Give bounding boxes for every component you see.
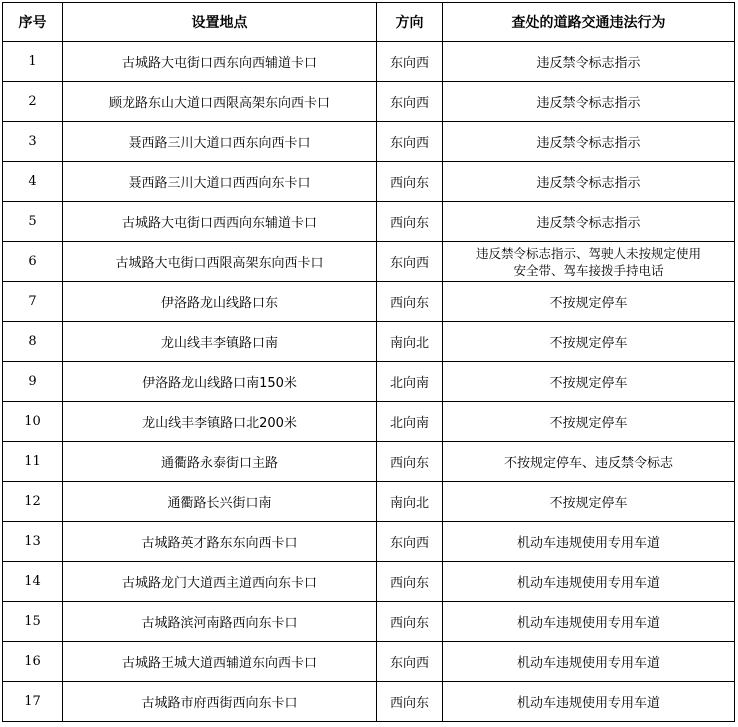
cell-num: 10 [3, 402, 63, 442]
cell-violation: 不按规定停车 [443, 322, 735, 362]
cell-location: 通衢路永泰街口主路 [63, 442, 377, 482]
cell-location: 龙山线丰李镇路口南 [63, 322, 377, 362]
cell-violation: 机动车违规使用专用车道 [443, 562, 735, 602]
cell-direction: 南向北 [377, 482, 443, 522]
cell-direction: 东向西 [377, 242, 443, 282]
cell-location: 伊洛路龙山线路口南150米 [63, 362, 377, 402]
table-row [3, 282, 735, 322]
cell-num: 1 [3, 42, 63, 82]
table-row [3, 602, 735, 642]
cell-violation: 机动车违规使用专用车道 [443, 682, 735, 722]
cell-num: 3 [3, 122, 63, 162]
table-row [3, 682, 735, 722]
cell-direction: 西向东 [377, 682, 443, 722]
cell-num: 17 [3, 682, 63, 722]
cell-num: 14 [3, 562, 63, 602]
table-row [3, 402, 735, 442]
cell-location: 顾龙路东山大道口西限高架东向西卡口 [63, 82, 377, 122]
cell-direction: 东向西 [377, 82, 443, 122]
cell-num: 12 [3, 482, 63, 522]
table-row [3, 442, 735, 482]
cell-num: 7 [3, 282, 63, 322]
cell-violation: 机动车违规使用专用车道 [443, 642, 735, 682]
table-row [3, 642, 735, 682]
cell-num: 6 [3, 242, 63, 282]
cell-violation: 违反禁令标志指示 [443, 82, 735, 122]
cell-num: 11 [3, 442, 63, 482]
table-row [3, 522, 735, 562]
cell-location: 古城路大屯街口西限高架东向西卡口 [63, 242, 377, 282]
enforcement-locations-table [2, 2, 735, 722]
cell-violation: 不按规定停车 [443, 482, 735, 522]
cell-direction: 西向东 [377, 202, 443, 242]
cell-direction: 西向东 [377, 562, 443, 602]
cell-violation: 机动车违规使用专用车道 [443, 522, 735, 562]
cell-location: 龙山线丰李镇路口北200米 [63, 402, 377, 442]
table-row [3, 482, 735, 522]
cell-num: 4 [3, 162, 63, 202]
header-direction: 方向 [377, 3, 443, 42]
cell-location: 通衢路长兴街口南 [63, 482, 377, 522]
cell-location: 古城路大屯街口西东向西辅道卡口 [63, 42, 377, 82]
cell-violation: 不按规定停车 [443, 282, 735, 322]
table-row [3, 322, 735, 362]
table-row [3, 122, 735, 162]
header-seq: 序号 [3, 3, 63, 42]
cell-direction: 南向北 [377, 322, 443, 362]
cell-violation: 违反禁令标志指示 [443, 42, 735, 82]
cell-num: 2 [3, 82, 63, 122]
cell-num: 9 [3, 362, 63, 402]
cell-num: 16 [3, 642, 63, 682]
cell-location: 古城路王城大道西辅道东向西卡口 [63, 642, 377, 682]
cell-direction: 东向西 [377, 642, 443, 682]
cell-direction: 西向东 [377, 282, 443, 322]
table-row [3, 202, 735, 242]
table-row [3, 242, 735, 282]
cell-direction: 西向东 [377, 442, 443, 482]
table-row [3, 82, 735, 122]
cell-location: 古城路市府西街西向东卡口 [63, 682, 377, 722]
cell-direction: 北向南 [377, 402, 443, 442]
table-row [3, 362, 735, 402]
cell-direction: 西向东 [377, 602, 443, 642]
cell-num: 15 [3, 602, 63, 642]
cell-direction: 西向东 [377, 162, 443, 202]
cell-violation-line: 违反禁令标志指示、驾驶人未按规定使用 [475, 245, 701, 261]
header-location: 设置地点 [63, 3, 377, 42]
cell-location: 聂西路三川大道口西东向西卡口 [63, 122, 377, 162]
cell-location: 古城路英才路东东向西卡口 [63, 522, 377, 562]
cell-direction: 东向西 [377, 122, 443, 162]
cell-violation: 违反禁令标志指示 [443, 202, 735, 242]
cell-location: 古城路龙门大道西主道西向东卡口 [63, 562, 377, 602]
cell-direction: 北向南 [377, 362, 443, 402]
cell-violation: 违反禁令标志指示 [443, 122, 735, 162]
cell-direction: 东向西 [377, 522, 443, 562]
cell-violation-line: 安全带、驾车接拨手持电话 [513, 262, 664, 278]
cell-location: 古城路滨河南路西向东卡口 [63, 602, 377, 642]
cell-violation [443, 242, 735, 282]
cell-violation: 不按规定停车 [443, 362, 735, 402]
cell-num: 8 [3, 322, 63, 362]
cell-location: 聂西路三川大道口西西向东卡口 [63, 162, 377, 202]
table-row [3, 42, 735, 82]
cell-location: 古城路大屯街口西西向东辅道卡口 [63, 202, 377, 242]
table-row [3, 162, 735, 202]
table-row [3, 562, 735, 602]
cell-violation: 违反禁令标志指示 [443, 162, 735, 202]
cell-direction: 东向西 [377, 42, 443, 82]
cell-violation: 机动车违规使用专用车道 [443, 602, 735, 642]
cell-num: 5 [3, 202, 63, 242]
cell-location: 伊洛路龙山线路口东 [63, 282, 377, 322]
table-header-row [3, 3, 735, 42]
cell-num: 13 [3, 522, 63, 562]
cell-violation: 不按规定停车、违反禁令标志 [443, 442, 735, 482]
header-violation: 查处的道路交通违法行为 [443, 3, 735, 42]
cell-violation: 不按规定停车 [443, 402, 735, 442]
